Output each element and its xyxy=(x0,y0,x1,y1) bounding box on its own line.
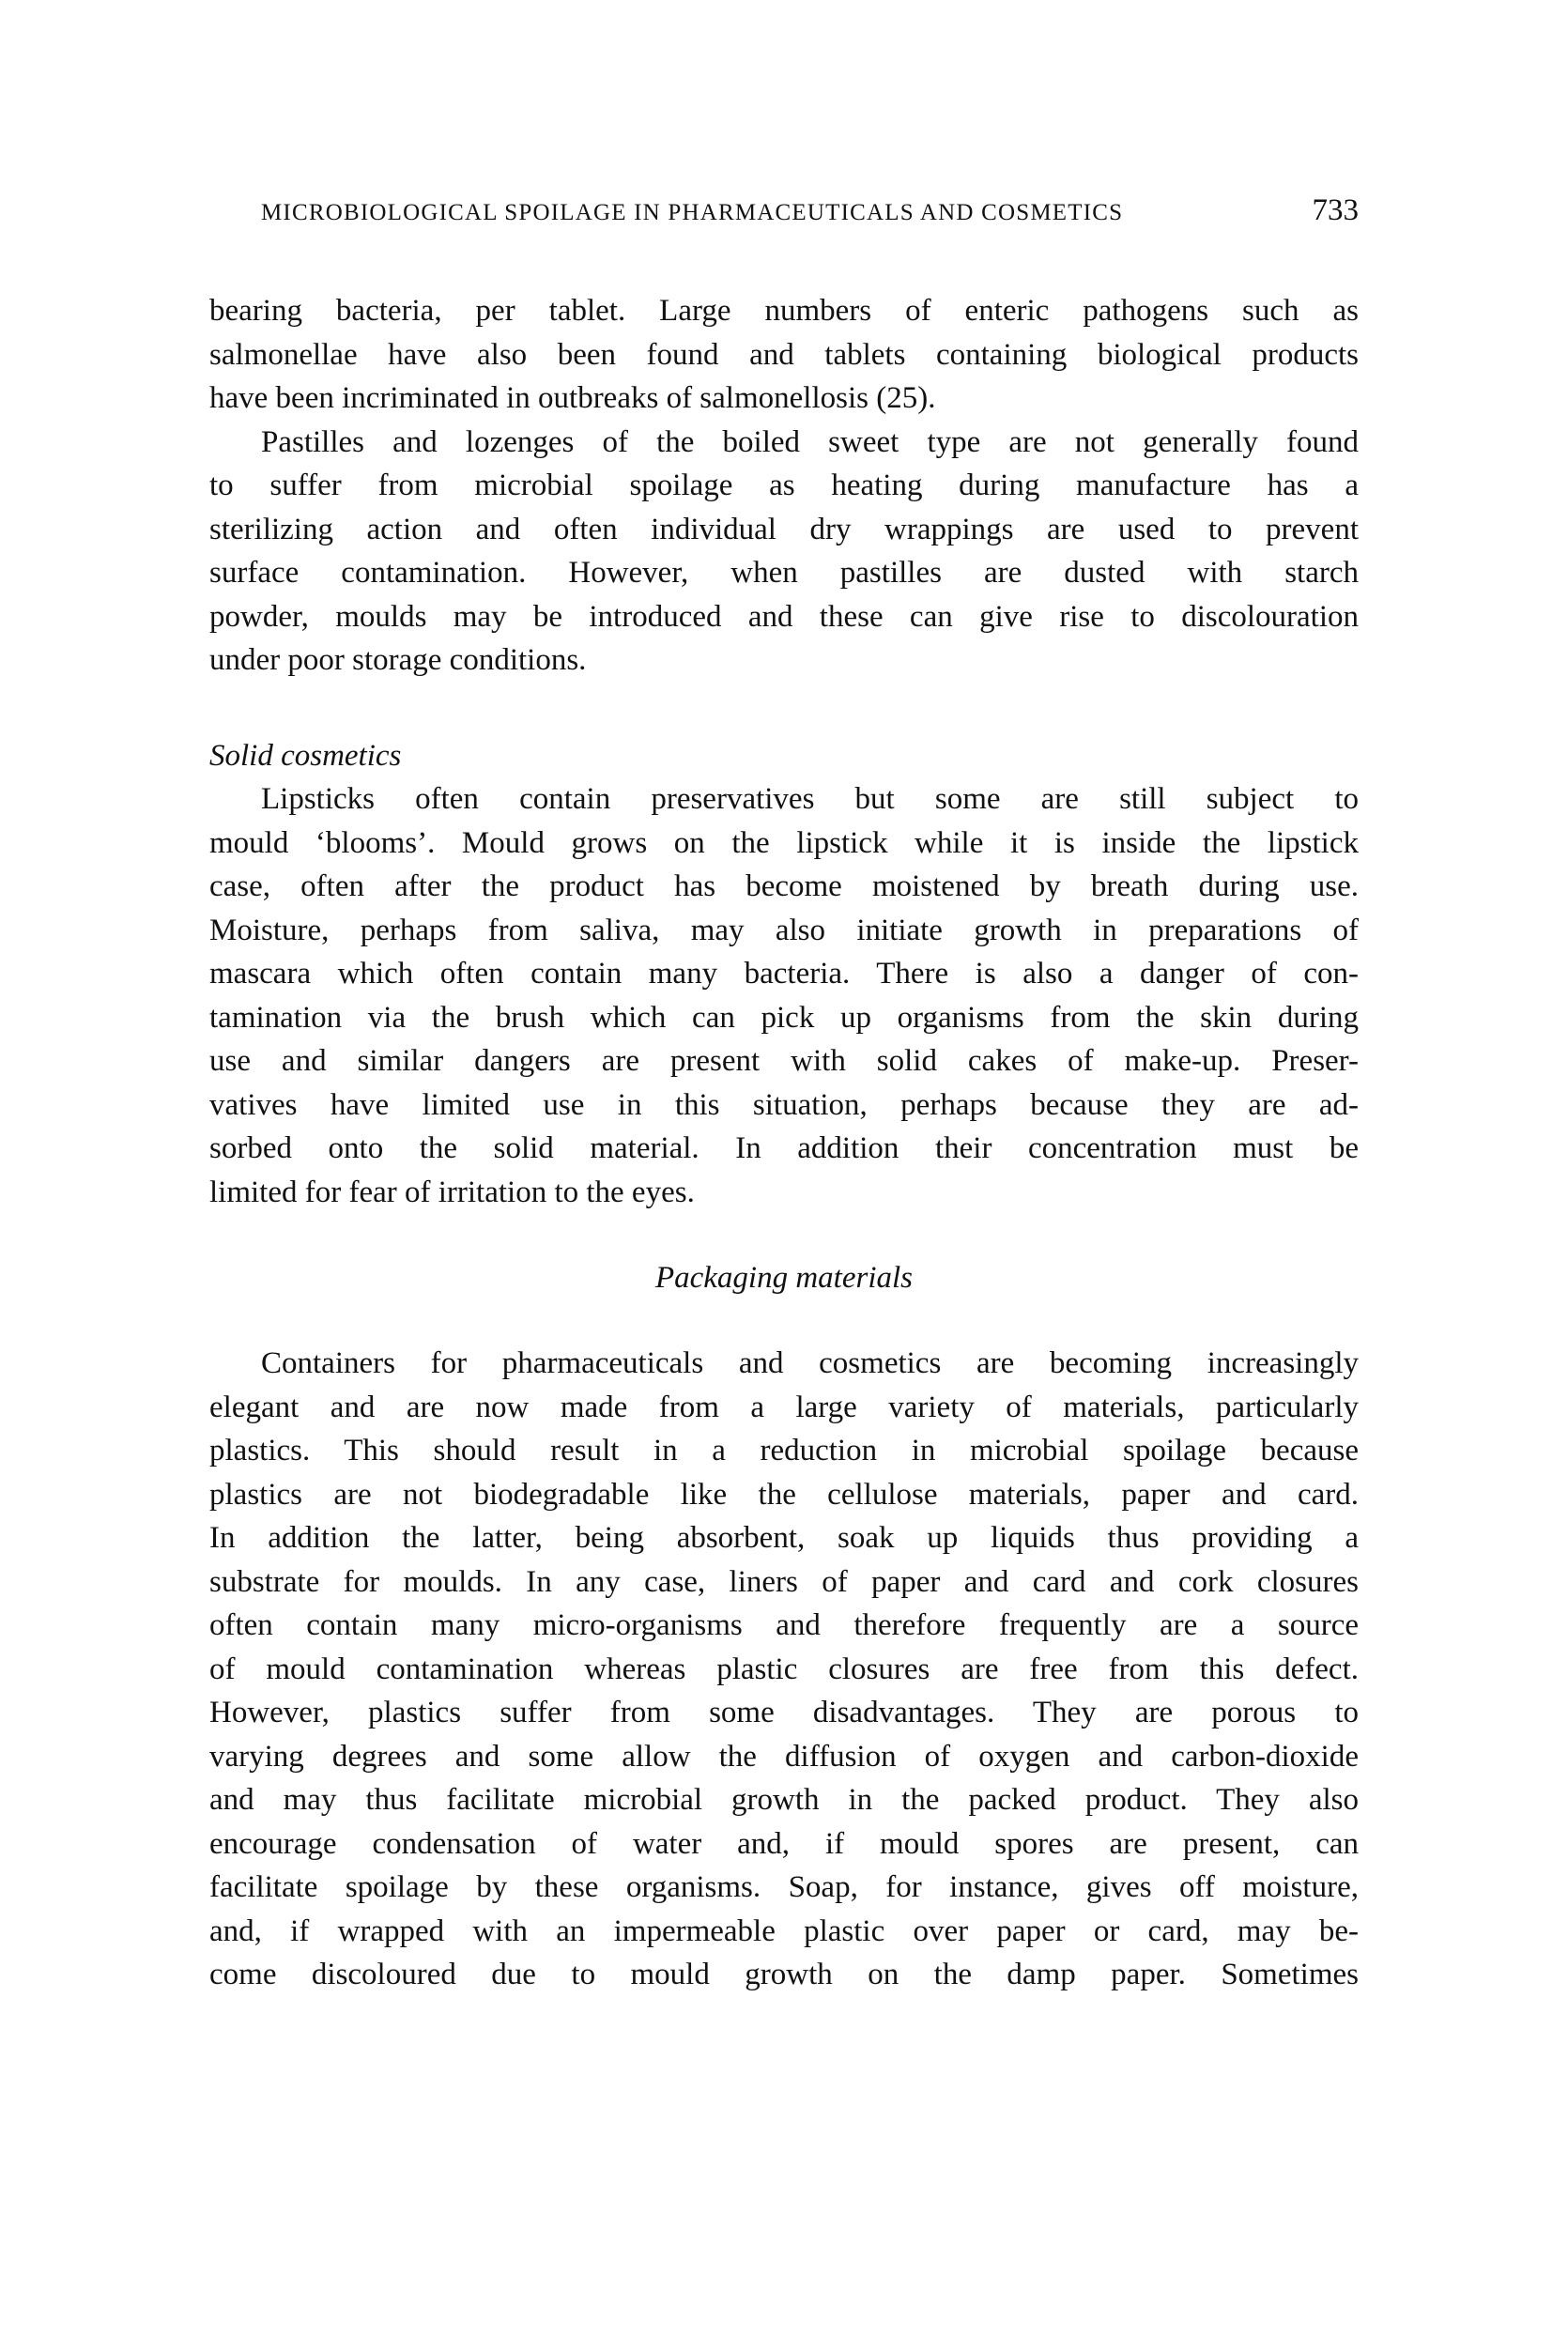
text-line: mascara which often contain many bacteria. There is also a danger of con- xyxy=(209,957,1359,991)
text-line: salmonellae have also been found and tablets containing biological products xyxy=(209,337,1359,372)
text-line: plastics. This should result in a reduction in microbial spoilage because xyxy=(209,1434,1359,1467)
text-line: However, plastics suffer from some disadvantages. They are porous to xyxy=(209,1696,1359,1729)
text-line: have been incriminated in outbreaks of salmonellosis (25). xyxy=(209,381,936,415)
text-line: bearing bacteria, per tablet. Large numbers of enteric pathogens such as xyxy=(209,294,1359,328)
text-line: under poor storage conditions. xyxy=(209,643,587,677)
text-line: vatives have limited use in this situation, perhaps because they are ad- xyxy=(209,1087,1359,1122)
text-line: substrate for moulds. In any case, liners of paper and card and cork closures xyxy=(209,1564,1359,1599)
text-line: to suffer from microbial spoilage as heating during manufacture has a xyxy=(209,469,1359,502)
text-line: and, if wrapped with an impermeable plastic over paper or card, may be- xyxy=(209,1913,1359,1948)
text-line: and may thus facilitate microbial growth in the packed product. They also xyxy=(209,1783,1359,1817)
text-line: Moisture, perhaps from saliva, may also initiate growth in preparations of xyxy=(209,913,1359,947)
text-line: tamination via the brush which can pick up organisms from the skin during xyxy=(209,1000,1359,1035)
text-line: mould ‘blooms’. Mould grows on the lipstick while it is inside the lipstick xyxy=(209,825,1359,860)
section-heading-solid-cosmetics: Solid cosmetics xyxy=(209,739,402,773)
section-heading-packaging-materials: Packaging materials xyxy=(654,1261,914,1295)
text-line: come discoloured due to mould growth on the damp paper. Sometimes xyxy=(209,1958,1359,1991)
text-line: powder, moulds may be introduced and these can give rise to discolouration xyxy=(209,599,1359,634)
running-title: MICROBIOLOGICAL SPOILAGE IN PHARMACEUTICALS AND COSMETICS xyxy=(261,200,1124,225)
text-line: surface contamination. However, when pastilles are dusted with starch xyxy=(209,556,1359,590)
text-line: In addition the latter, being absorbent, soak up liquids thus providing a xyxy=(209,1521,1359,1555)
packaging-text xyxy=(209,1342,1359,1997)
text-line: limited for fear of irritation to the eyes. xyxy=(209,1175,695,1209)
text-line: use and similar dangers are present with solid cakes of make-up. Preser- xyxy=(209,1044,1359,1078)
text-line: elegant and are now made from a large variety of materials, particularly xyxy=(209,1390,1359,1424)
text-line: case, often after the product has become moistened by breath during use. xyxy=(209,869,1359,903)
text-line: sorbed onto the solid material. In addition their concentration must be xyxy=(209,1131,1359,1165)
intro-text xyxy=(209,289,1359,683)
text-line: often contain many micro-organisms and therefore frequently are a source xyxy=(209,1608,1359,1642)
text-line: sterilizing action and often individual dry wrappings are used to prevent xyxy=(209,512,1359,546)
text-line: encourage condensation of water and, if mould spores are present, can xyxy=(209,1826,1359,1861)
text-line: Pastilles and lozenges of the boiled sweet type are not generally found xyxy=(261,424,1359,459)
solid-cosmetics-text xyxy=(209,777,1359,1214)
text-line: Containers for pharmaceuticals and cosmetics are becoming increasingly xyxy=(261,1346,1359,1380)
page-number: 733 xyxy=(1312,193,1359,227)
text-line: varying degrees and some allow the diffusion of oxygen and carbon-dioxide xyxy=(209,1739,1359,1774)
text-line: plastics are not biodegradable like the cellulose materials, paper and card. xyxy=(209,1477,1359,1512)
text-line: Lipsticks often contain preservatives but some are still subject to xyxy=(261,782,1359,816)
text-line: facilitate spoilage by these organisms. Soap, for instance, gives off moisture, xyxy=(209,1870,1359,1904)
text-line: of mould contamination whereas plastic closures are free from this defect. xyxy=(209,1652,1359,1686)
running-head xyxy=(261,193,1359,231)
